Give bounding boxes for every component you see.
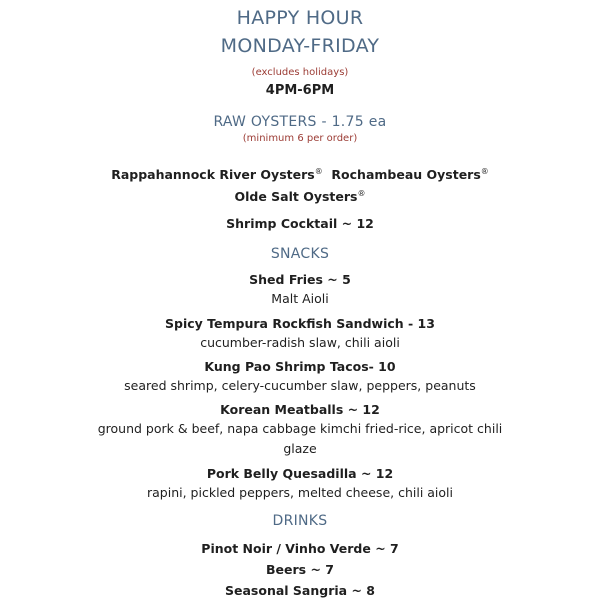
registered-mark: ® [357,189,366,199]
drinks-heading: DRINKS [272,513,328,530]
holiday-exclusion-note: (excludes holidays) [251,67,349,78]
drink-item: Seasonal Sangria ~ 8 [225,583,375,599]
drink-item: Beers ~ 7 [266,562,334,578]
snack-description: ground pork & beef, napa cabbage kimchi fried-rice, apricot chili glaze [97,421,503,457]
oyster-minimum-note: (minimum 6 per order) [242,133,358,144]
snack-name: Shed Fries ~ 5 [249,272,351,288]
menu-days: MONDAY-FRIDAY [220,35,380,57]
snack-description: cucumber-radish slaw, chili aioli [200,335,400,351]
drink-item: Pinot Noir / Vinho Verde ~ 7 [201,541,399,557]
registered-mark: ® [314,167,323,176]
snack-name: Kung Pao Shrimp Tacos- 10 [204,359,396,375]
rappahannock-oysters: Rappahannock River Oysters [111,167,315,183]
snack-description: rapini, pickled peppers, melted cheese, chili aioli [147,485,453,501]
snack-name: Pork Belly Quesadilla ~ 12 [206,466,394,482]
snack-description: Malt Aioli [271,291,329,307]
oyster-row-2 [0,184,600,206]
menu-title: HAPPY HOUR [236,7,364,29]
snack-name: Korean Meatballs ~ 12 [220,402,380,418]
raw-oysters-heading: RAW OYSTERS - 1.75 ea [213,114,387,130]
oyster-row-1 [0,162,600,184]
snack-description: seared shrimp, celery-cucumber slaw, peppers, peanuts [124,378,476,394]
rochambeau-oysters: Rochambeau Oysters [331,167,481,183]
happy-hour-time: 4PM-6PM [265,83,335,98]
registered-mark: ® [480,167,489,176]
snacks-heading: SNACKS [270,246,330,263]
shrimp-cocktail: Shrimp Cocktail ~ 12 [226,216,374,232]
snack-name: Spicy Tempura Rockfish Sandwich - 13 [165,316,435,332]
olde-salt-oysters: Olde Salt Oysters [234,189,358,205]
